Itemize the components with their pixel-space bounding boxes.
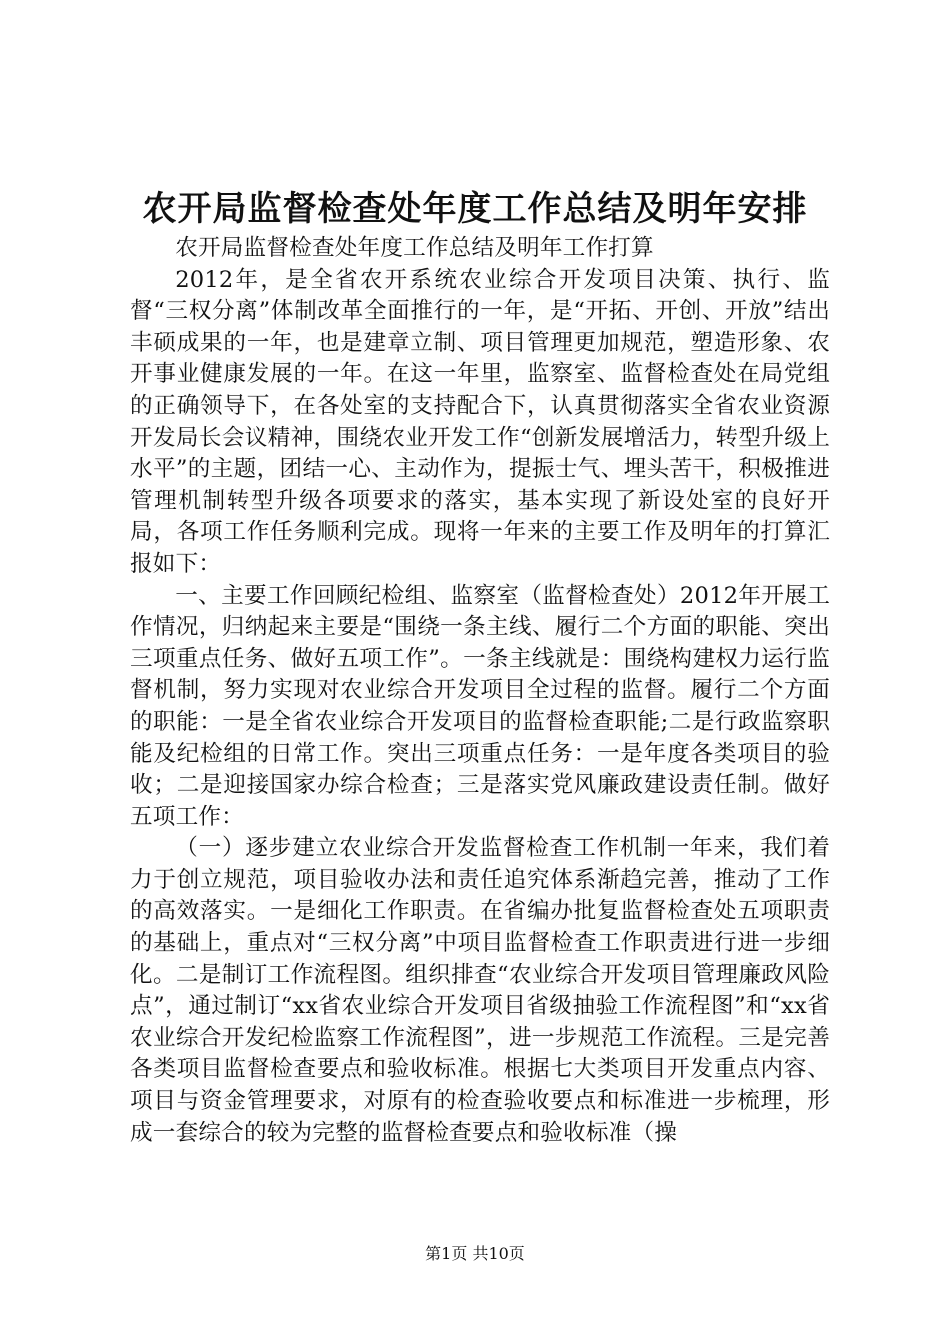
intro-paragraph: 2012年，是全省农开系统农业综合开发项目决策、执行、监督“三权分离”体制改革全面推行的一年，是“开拓、开创、开放”结出丰硕成果的一年，也是建章立制、项目管理更加规范，塑造形象、农开事业健康发展的一年。在这一年里，监察室、监督检查处在局党组的正确领导下，在各处室的支持配合下，认真贯彻落实全省农业资源开发局长会议精神，围绕农业开发工作“创新发展增活力，转型升级上水平”的主题，团结一心、主动作为，提振士气、埋头苦干，积极推进管理机制转型升级各项要求的落实，基本实现了新设处室的良好开局，各项工作任务顺利完成。现将一年来的主要工作及明年的打算汇报如下： bbox=[130, 266, 830, 577]
page-number-footer: 第1页 共10页 bbox=[425, 1244, 525, 1263]
section-one-paragraph: 一、主要工作回顾纪检组、监察室（监督检查处）2012年开展工作情况，归纳起来主要是“围绕一条主线、履行二个方面的职能、突出三项重点任务、做好五项工作”。一条主线就是：围绕构建权力运行监督机制，努力实现对农业综合开发项目全过程的监督。履行二个方面的职能：一是全省农业综合开发项目的监督检查职能;二是行政监察职能及纪检组的日常工作。突出三项重点任务：一是年度各类项目的验收；二是迎接国家办综合检查；三是落实党风廉政建设责任制。做好五项工作： bbox=[130, 582, 830, 830]
document-body bbox=[130, 233, 830, 1149]
subtitle-paragraph: 农开局监督检查处年度工作总结及明年工作打算 bbox=[175, 235, 654, 261]
subsection-one-paragraph: （一）逐步建立农业综合开发监督检查工作机制一年来，我们着力于创立规范，项目验收办法和责任追究体系渐趋完善，推动了工作的高效落实。一是细化工作职责。在省编办批复监督检查处五项职责的基础上，重点对“三权分离”中项目监督检查工作职责进行进一步细化。二是制订工作流程图。组织排查“农业综合开发项目管理廉政风险点”，通过制订“xx省农业综合开发项目省级抽验工作流程图”和“xx省农业综合开发纪检监察工作流程图”，进一步规范工作流程。三是完善各类项目监督检查要点和验收标准。根据七大类项目开发重点内容、项目与资金管理要求，对原有的检查验收要点和标准进一步梳理，形成一套综合的较为完整的监督检查要点和验收标准（操 bbox=[130, 835, 830, 1146]
document-title: 农开局监督检查处年度工作总结及明年安排 bbox=[142, 189, 808, 229]
